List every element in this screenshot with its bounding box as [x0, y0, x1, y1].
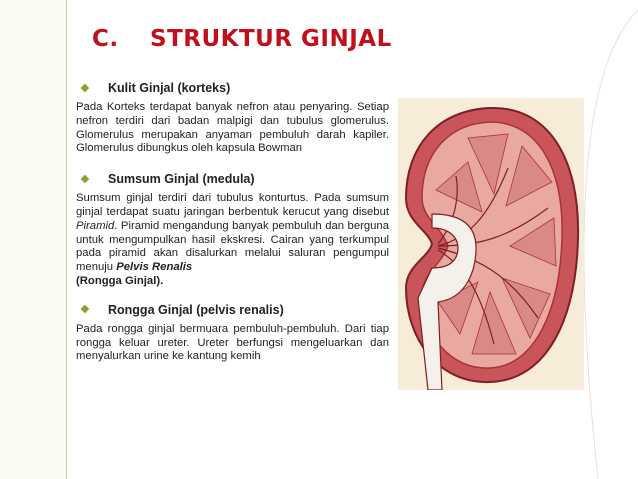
left-rule: [66, 0, 67, 479]
diamond-bullet-icon: ❖: [80, 304, 90, 317]
paragraph-medula: [76, 192, 389, 289]
title-number: C.: [92, 26, 119, 52]
heading-text: Sumsum Ginjal (medula): [108, 172, 255, 187]
diamond-bullet-icon: ❖: [80, 173, 90, 186]
section-heading-medula: [76, 172, 389, 186]
paragraph-korteks: Pada Korteks terdapat banyak nefron atau penyaring. Setiap nefron terdiri dari badan malpigi dan tubulus glomerulus. Glomerulus merupakan anyaman pembuluh darah kapiler. Glomerulus dibungkus oleh kapsula Bowman: [76, 101, 389, 155]
text-run: . Piramid mengandung banyak pembuluh dan berguna untuk mengumpulkan hasil ekskresi. Cairan yang terkumpul pada piramid akan disalurkan melalui saluran pengumpul menuju: [76, 219, 389, 274]
heading-text: Rongga Ginjal (pelvis renalis): [108, 302, 284, 317]
content-column: [76, 81, 389, 380]
left-band: [0, 0, 66, 479]
text-run: Sumsum ginjal terdiri dari tubulus konturtus. Pada sumsum ginjal terdapat suatu jaringan berbentuk kerucut yang disebut: [76, 192, 389, 218]
diamond-bullet-icon: ❖: [80, 82, 90, 95]
title-text: STRUKTUR GINJAL: [150, 26, 392, 52]
term-rongga-ginjal: (Rongga Ginjal).: [76, 274, 164, 287]
term-piramid: Piramid: [76, 219, 115, 232]
paragraph-pelvis: Pada rongga ginjal bermuara pembuluh-pembuluh. Dari tiap rongga keluar ureter. Ureter berfungsi mengeluarkan dan menyalurkan urine ke kantung kemih: [76, 322, 389, 363]
slide-title: [92, 26, 392, 52]
section-heading-pelvis: [76, 303, 389, 317]
kidney-illustration: [398, 98, 584, 390]
term-pelvis-renalis: Pelvis Renalis: [116, 261, 193, 274]
section-heading-korteks: [76, 81, 389, 95]
heading-text: Kulit Ginjal (korteks): [108, 81, 231, 95]
